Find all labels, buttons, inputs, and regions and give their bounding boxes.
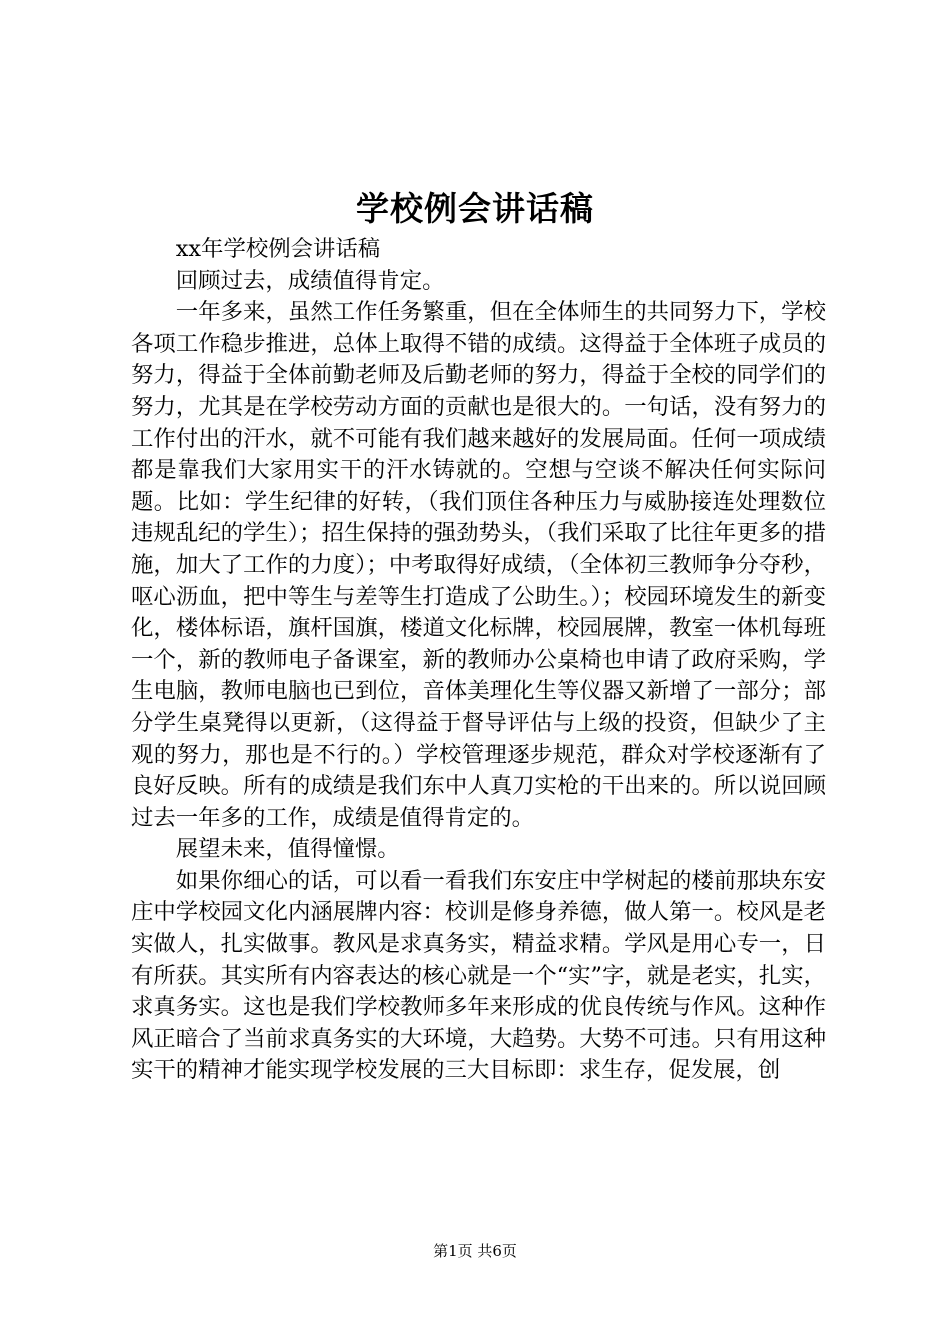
- paragraph-heading-review: 回顾过去，成绩值得肯定。: [175, 267, 445, 294]
- document-body: [131, 234, 826, 1087]
- document-title: 学校例会讲话稿: [356, 189, 594, 228]
- page-footer: 第1页 共6页: [433, 1242, 517, 1260]
- paragraph-subtitle: xx年学校例会讲话稿: [175, 236, 381, 262]
- paragraph-review-body: 一年多来，虽然工作任务繁重，但在全体师生的共同努力下，学校各项工作稳步推进，总体上取得不错的成绩。这得益于全体班子成员的努力，得益于全体前勤老师及后勤老师的努力，得益于全校的同学们的努力，尤其是在学校劳动方面的贡献也是很大的。一句话，没有努力的工作付出的汗水，就不可能有我们越来越好的发展局面。任何一项成绩都是靠我们大家用实干的汗水铸就的。空想与空谈不解决任何实际问题。比如：学生纪律的好转，（我们顶住各种压力与威胁接连处理数位违规乱纪的学生）；招生保持的强劲势头，（我们采取了比往年更多的措施，加大了工作的力度）；中考取得好成绩，（全体初三教师争分夺秒，呕心沥血，把中等生与差等生打造成了公助生。）；校园环境发生的新变化，楼体标语，旗杆国旗，楼道文化标牌，校园展牌，教室一体机每班一个，新的教师电子备课室，新的教师办公桌椅也申请了政府采购，学生电脑，教师电脑也已到位，音体美理化生等仪器又新增了一部分；部分学生桌凳得以更新，（这得益于督导评估与上级的投资，但缺少了主观的努力，那也是不行的。）学校管理逐步规范，群众对学校逐渐有了良好反映。所有的成绩是我们东中人真刀实枪的干出来的。所以说回顾过去一年多的工作，成绩是值得肯定的。: [131, 299, 826, 831]
- paragraph-outlook-body: 如果你细心的话，可以看一看我们东安庄中学树起的楼前那块东安庄中学校园文化内涵展牌内容：校训是修身养德，做人第一。校风是老实做人，扎实做事。教风是求真务实，精益求精。学风是用心专一，日有所获。其实所有内容表达的核心就是一个“实”字，就是老实，扎实，求真务实。这也是我们学校教师多年来形成的优良传统与作风。这种作风正暗合了当前求真务实的大环境，大趋势。大势不可违。只有用这种实干的精神才能实现学校发展的三大目标即：求生存，促发展，创: [131, 867, 826, 1084]
- paragraph-heading-outlook: 展望未来，值得憧憬。: [175, 836, 400, 863]
